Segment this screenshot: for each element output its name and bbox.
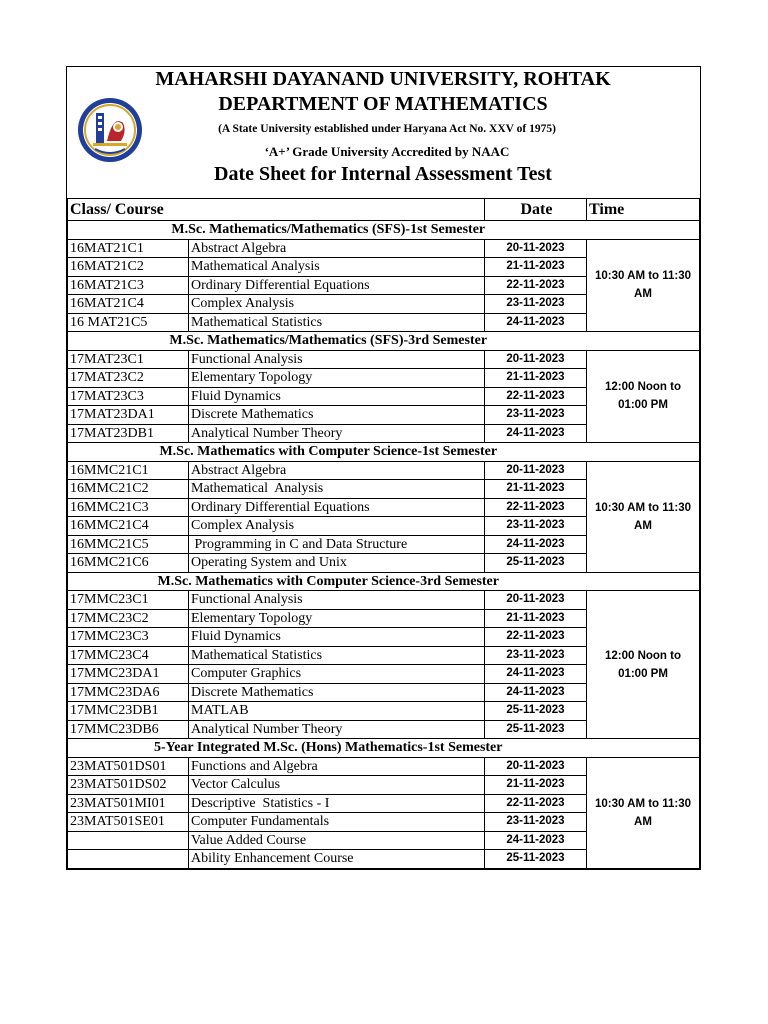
section-title: M.Sc. Mathematics/Mathematics (SFS)-3rd Semester <box>68 332 587 351</box>
section-title: 5-Year Integrated M.Sc. (Hons) Mathematics-1st Semester <box>68 739 587 758</box>
table-header-row <box>68 199 700 221</box>
course-code: 17MAT23DB1 <box>68 424 189 443</box>
course-name: Discrete Mathematics <box>189 683 485 702</box>
course-name: Ordinary Differential Equations <box>189 498 485 517</box>
course-name: Elementary Topology <box>189 609 485 628</box>
course-name: Mathematical Statistics <box>189 646 485 665</box>
exam-date: 20-11-2023 <box>485 757 587 776</box>
exam-date: 22-11-2023 <box>485 387 587 406</box>
course-code: 16MAT21C2 <box>68 258 189 277</box>
course-code: 16MMC21C5 <box>68 535 189 554</box>
course-name: Analytical Number Theory <box>189 424 485 443</box>
section-title-row <box>68 443 700 462</box>
section-title-spacer <box>587 739 700 758</box>
course-code: 17MMC23C3 <box>68 628 189 647</box>
accreditation-note: ‘A+’ Grade University Accredited by NAAC <box>264 144 510 159</box>
exam-date: 22-11-2023 <box>485 276 587 295</box>
course-code: 16MMC21C3 <box>68 498 189 517</box>
exam-date: 20-11-2023 <box>485 239 587 258</box>
course-name: Ordinary Differential Equations <box>189 276 485 295</box>
datesheet-table <box>67 198 700 869</box>
exam-time: 10:30 AM to 11:30 AM <box>587 757 700 868</box>
exam-date: 23-11-2023 <box>485 517 587 536</box>
exam-time: 12:00 Noon to 01:00 PM <box>587 591 700 739</box>
course-code: 16MAT21C1 <box>68 239 189 258</box>
course-code: 16MMC21C6 <box>68 554 189 573</box>
exam-date: 21-11-2023 <box>485 609 587 628</box>
section-title-spacer <box>587 221 700 240</box>
exam-date: 22-11-2023 <box>485 628 587 647</box>
course-code: 23MAT501DS01 <box>68 757 189 776</box>
course-name: Discrete Mathematics <box>189 406 485 425</box>
course-name: Complex Analysis <box>189 517 485 536</box>
section-title-row <box>68 572 700 591</box>
course-code: 16MMC21C2 <box>68 480 189 499</box>
exam-date: 21-11-2023 <box>485 776 587 795</box>
course-code: 16 MAT21C5 <box>68 313 189 332</box>
course-name: Value Added Course <box>189 831 485 850</box>
section-title-row <box>68 739 700 758</box>
exam-date: 21-11-2023 <box>485 369 587 388</box>
course-name: Descriptive Statistics - I <box>189 794 485 813</box>
exam-date: 23-11-2023 <box>485 646 587 665</box>
page-title: Date Sheet for Internal Assessment Test <box>214 163 552 185</box>
university-name: MAHARSHI DAYANAND UNIVERSITY, ROHTAK <box>155 68 611 90</box>
course-name: Computer Graphics <box>189 665 485 684</box>
exam-date: 23-11-2023 <box>485 295 587 314</box>
exam-date: 24-11-2023 <box>485 424 587 443</box>
course-name: Analytical Number Theory <box>189 720 485 739</box>
table-row <box>68 757 700 776</box>
section-title-spacer <box>587 443 700 462</box>
course-name: MATLAB <box>189 702 485 721</box>
course-code: 17MMC23DB6 <box>68 720 189 739</box>
course-name: Functions and Algebra <box>189 757 485 776</box>
exam-date: 20-11-2023 <box>485 350 587 369</box>
section-title-row <box>68 221 700 240</box>
course-name: Mathematical Analysis <box>189 480 485 499</box>
course-code: 23MAT501MI01 <box>68 794 189 813</box>
course-code: 16MMC21C1 <box>68 461 189 480</box>
course-code: 16MAT21C3 <box>68 276 189 295</box>
exam-time: 10:30 AM to 11:30 AM <box>587 239 700 332</box>
exam-date: 24-11-2023 <box>485 665 587 684</box>
course-code: 17MAT23DA1 <box>68 406 189 425</box>
section-title-spacer <box>587 332 700 351</box>
course-code: 17MMC23C4 <box>68 646 189 665</box>
table-row <box>68 239 700 258</box>
course-code: 16MMC21C4 <box>68 517 189 536</box>
exam-date: 24-11-2023 <box>485 831 587 850</box>
table-row <box>68 350 700 369</box>
course-code: 17MMC23C1 <box>68 591 189 610</box>
course-name: Computer Fundamentals <box>189 813 485 832</box>
course-name: Ability Enhancement Course <box>189 850 485 869</box>
course-code <box>68 831 189 850</box>
section-title: M.Sc. Mathematics/Mathematics (SFS)-1st Semester <box>68 221 587 240</box>
course-code: 17MMC23DB1 <box>68 702 189 721</box>
class-course-header: Class/ Course <box>68 199 485 221</box>
course-name: Mathematical Statistics <box>189 313 485 332</box>
date-header: Date <box>485 199 587 221</box>
course-name: Elementary Topology <box>189 369 485 388</box>
course-code: 17MAT23C2 <box>68 369 189 388</box>
course-code: 17MAT23C3 <box>68 387 189 406</box>
time-header: Time <box>587 199 700 221</box>
course-code <box>68 850 189 869</box>
exam-date: 24-11-2023 <box>485 535 587 554</box>
exam-date: 25-11-2023 <box>485 702 587 721</box>
table-row <box>68 591 700 610</box>
course-code: 16MAT21C4 <box>68 295 189 314</box>
exam-date: 24-11-2023 <box>485 683 587 702</box>
table-row <box>68 461 700 480</box>
course-name: Operating System and Unix <box>189 554 485 573</box>
section-title: M.Sc. Mathematics with Computer Science-3rd Semester <box>68 572 587 591</box>
course-code: 23MAT501DS02 <box>68 776 189 795</box>
course-name: Abstract Algebra <box>189 239 485 258</box>
date-sheet <box>66 66 701 870</box>
establishment-note: (A State University established under Haryana Act No. XXV of 1975) <box>218 123 556 135</box>
course-code: 17MMC23DA1 <box>68 665 189 684</box>
exam-date: 22-11-2023 <box>485 498 587 517</box>
course-code: 23MAT501SE01 <box>68 813 189 832</box>
exam-date: 25-11-2023 <box>485 554 587 573</box>
exam-date: 24-11-2023 <box>485 313 587 332</box>
course-name: Mathematical Analysis <box>189 258 485 277</box>
exam-date: 20-11-2023 <box>485 461 587 480</box>
exam-date: 23-11-2023 <box>485 406 587 425</box>
course-code: 17MAT23C1 <box>68 350 189 369</box>
exam-date: 21-11-2023 <box>485 480 587 499</box>
exam-date: 22-11-2023 <box>485 794 587 813</box>
course-code: 17MMC23DA6 <box>68 683 189 702</box>
section-title-row <box>68 332 700 351</box>
course-code: 17MMC23C2 <box>68 609 189 628</box>
section-title-spacer <box>587 572 700 591</box>
section-title: M.Sc. Mathematics with Computer Science-1st Semester <box>68 443 587 462</box>
exam-date: 21-11-2023 <box>485 258 587 277</box>
course-name: Functional Analysis <box>189 591 485 610</box>
course-name: Functional Analysis <box>189 350 485 369</box>
course-name: Fluid Dynamics <box>189 387 485 406</box>
course-name: Abstract Algebra <box>189 461 485 480</box>
course-name: Vector Calculus <box>189 776 485 795</box>
course-name: Programming in C and Data Structure <box>189 535 485 554</box>
exam-date: 23-11-2023 <box>485 813 587 832</box>
course-name: Complex Analysis <box>189 295 485 314</box>
exam-date: 25-11-2023 <box>485 720 587 739</box>
document-header <box>67 67 699 199</box>
exam-date: 25-11-2023 <box>485 850 587 869</box>
exam-date: 20-11-2023 <box>485 591 587 610</box>
exam-time: 12:00 Noon to 01:00 PM <box>587 350 700 443</box>
course-name: Fluid Dynamics <box>189 628 485 647</box>
exam-time: 10:30 AM to 11:30 AM <box>587 461 700 572</box>
department-name: DEPARTMENT OF MATHEMATICS <box>218 93 548 115</box>
